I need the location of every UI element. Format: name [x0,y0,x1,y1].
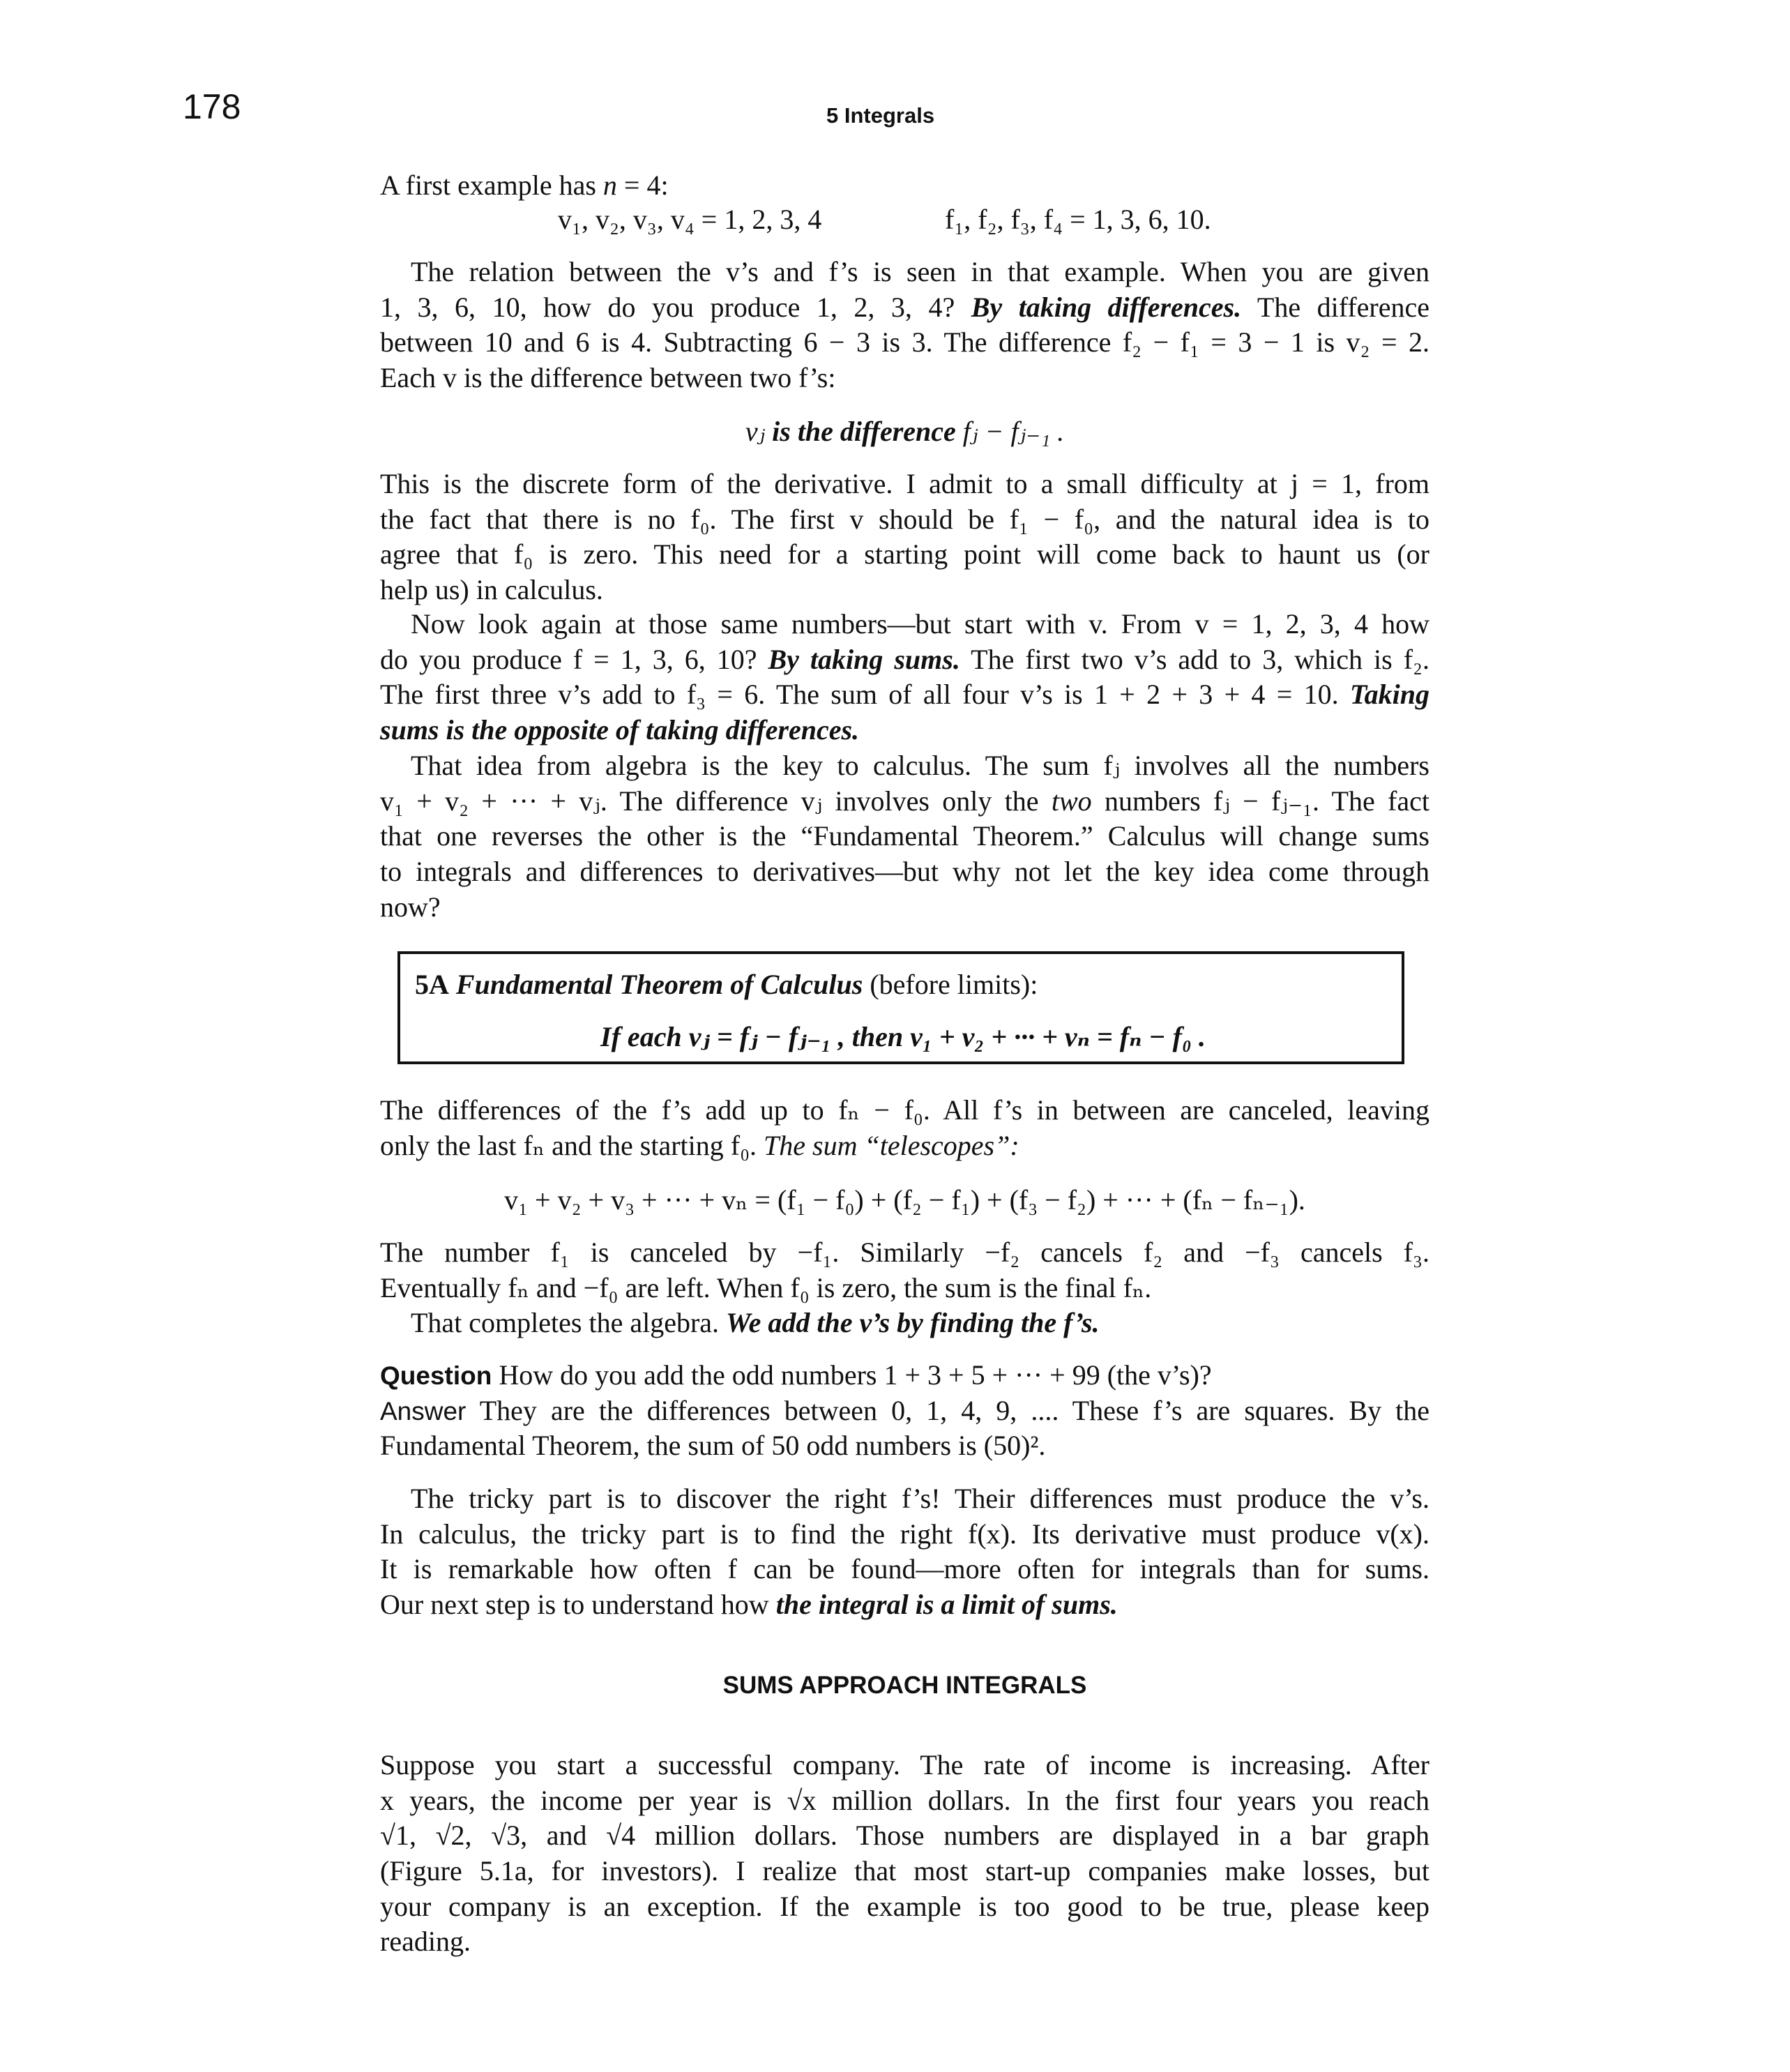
text-run: reading. [380,1926,471,1958]
text-run: the fact that there is no f₀. The first v should be f₁ − f₀, and the natural idea is to [380,503,1429,535]
emphasis-text: By taking sums. [768,643,960,675]
text-line [380,1481,1429,1517]
question-answer [380,1358,1429,1464]
styled-text: vⱼ [745,416,766,447]
paragraph-differences [380,255,1429,396]
text-run: The tricky part is to discover the right f’s! Their differences must produce the v’s. [411,1483,1429,1514]
telescoping-equation [380,1183,1429,1218]
emphasis-text: Fundamental Theorem of Calculus [455,969,863,1000]
text-run: The difference [1241,291,1429,323]
text-run: now? [380,891,441,923]
text-line [380,890,1429,925]
text-line [380,1552,1429,1587]
paragraph-tricky-part [380,1481,1429,1623]
text-line [380,1889,1429,1925]
text-line [380,677,1429,713]
text-run: How do you add the odd numbers 1 + 3 + 5 + ··· + 99 (the v’s)? [492,1359,1212,1391]
paragraph-telescopes [380,1093,1429,1163]
text-run: v₁ + v₂ + v₃ + ··· + vₙ = (f₁ − f₀) + (f₂ − f₁) + (f₃ − f₂) + ··· + (fₙ − fₙ₋₁). [504,1184,1305,1216]
text-run: numbers fⱼ − fⱼ₋₁. The fact [1091,785,1429,817]
text-run [449,969,456,1000]
emphasis-text: sums is the opposite of taking differences. [380,714,860,746]
text-line [380,1093,1429,1128]
text-run: The first two v’s add to 3, which is f₂. [960,643,1429,675]
text-line [415,1020,1391,1055]
text-line [380,361,1429,396]
text-line [380,1306,1429,1341]
text-line [380,1854,1429,1889]
text-line [380,713,1429,748]
emphasis-text: If each vⱼ = fⱼ − fⱼ₋₁ , then v₁ + v₂ + ··· + vₙ = fₙ − f₀ . [600,1020,1206,1052]
text-run: The first three v’s add to f₃ = 6. The sum of all four v’s is 1 + 2 + 3 + 4 = 10. [380,679,1350,711]
text-line [380,1818,1429,1854]
text-run: = 4: [616,169,669,201]
styled-text: Answer [380,1396,467,1426]
text-line [380,1393,1429,1429]
styled-text: The sum “telescopes”: [764,1129,1019,1161]
paragraph-cancel [380,1235,1429,1341]
text-line [380,1924,1429,1960]
text-line [380,1587,1429,1623]
text-line [415,967,1391,1003]
text-run: Eventually fₙ and −f₀ are left. When f₀ is zero, the sum is the final fₙ. [380,1271,1152,1303]
text-line [380,502,1429,538]
styled-text: 5A [415,969,449,1000]
text-line [380,325,1429,361]
emphasis-text: Taking [1349,679,1429,711]
emphasis-text: is the difference [765,416,963,447]
text-run: v₁ + v₂ + ··· + vⱼ. The difference vⱼ involves only the [380,785,1052,817]
styled-text: two [1051,785,1092,817]
text-run: between 10 and 6 is 4. Subtracting 6 − 3 is 3. The difference f₂ − f₁ = 3 − 1 is v₂ = 2. [380,326,1429,358]
text-line [380,1517,1429,1552]
text-run: A first example has [380,169,603,201]
styled-text: Question [380,1361,492,1390]
paragraph-discrete-derivative [380,467,1429,608]
text-run: The differences of the f’s add up to fₙ − f₀. All f’s in between are canceled, leaving [380,1094,1429,1126]
text-line [380,573,1429,608]
display-difference [380,414,1429,450]
text-run: That idea from algebra is the key to calculus. The sum fⱼ involves all the numbers [411,750,1429,781]
text-line [380,1783,1429,1819]
paragraph-key-idea [380,748,1429,925]
text-run: Each v is the difference between two f’s: [380,362,836,394]
text-run: your company is an exception. If the example is too good to be true, please keep [380,1890,1429,1922]
text-run: Our next step is to understand how [380,1589,776,1621]
text-run: x years, the income per year is √x million dollars. In the first four years you reach [380,1784,1429,1816]
text-line [380,1358,1429,1393]
text-run: 1, 3, 6, 10, how do you produce 1, 2, 3, 4? [380,291,971,323]
text-run: In calculus, the tricky part is to find the right f(x). Its derivative must produce v(x). [380,1518,1429,1550]
page-number: 178 [183,87,241,126]
text-line [380,642,1429,678]
text-line [380,748,1429,784]
emphasis-text: We add the v’s by finding the f’s. [726,1307,1100,1339]
paragraph-company [380,1748,1429,1960]
text-line [380,537,1429,573]
text-run: do you produce f = 1, 3, 6, 10? [380,643,768,675]
text-run: help us) in calculus. [380,574,603,606]
text-run: The relation between the v’s and f’s is seen in that example. When you are given [411,256,1429,287]
text-line [380,819,1429,854]
text-line [380,1235,1429,1271]
intro-line [380,168,1429,204]
emphasis-text: By taking differences. [971,291,1242,323]
text-line [380,255,1429,290]
text-line [380,1183,1429,1218]
text-run: They are the differences between 0, 1, 4, 9, .... These f’s are squares. By the [466,1394,1429,1426]
example-v-values: v₁, v₂, v₃, v₄ = 1, 2, 3, 4 [558,204,822,235]
section-heading: SUMS APPROACH INTEGRALS [722,1672,1087,1699]
text-line [380,290,1429,326]
text-line [380,1428,1429,1464]
text-run: Fundamental Theorem, the sum of 50 odd numbers is (50)². [380,1430,1046,1462]
text-run: It is remarkable how often f can be found—more often for integrals than for sums. [380,1553,1429,1585]
text-line [380,784,1429,819]
text-run: agree that f₀ is zero. This need for a starting point will come back to haunt us (or [380,538,1429,570]
text-line [380,1748,1429,1783]
text-run: √1, √2, √3, and √4 million dollars. Those numbers are displayed in a bar graph [380,1820,1429,1852]
text-run: (before limits): [863,969,1038,1000]
text-line [380,607,1429,642]
text-line [380,414,1429,450]
text-run: (Figure 5.1a, for investors). I realize that most start-up companies make losses, but [380,1855,1429,1887]
styled-text: n [602,169,617,201]
text-run: to integrals and differences to derivatives—but why not let the key idea come through [380,856,1429,888]
running-head: 5 Integrals [826,103,935,128]
text-line [380,1271,1429,1306]
text-line [380,854,1429,890]
example-f-values: f₁, f₂, f₃, f₄ = 1, 3, 6, 10. [945,204,1211,235]
text-run: Now look again at those same numbers—but start with v. From v = 1, 2, 3, 4 how [411,608,1429,640]
text-run: only the last fₙ and the starting f₀. [380,1129,764,1161]
text-run: This is the discrete form of the derivative. I admit to a small difficulty at j = 1, from [380,468,1429,499]
text-run: Suppose you start a successful company. The rate of income is increasing. After [380,1749,1429,1780]
styled-text: fⱼ − fⱼ₋₁ . [962,416,1065,447]
paragraph-sums [380,607,1429,748]
text-line [380,467,1429,502]
text-run: That completes the algebra. [411,1307,727,1339]
emphasis-text: the integral is a limit of sums. [775,1589,1118,1621]
theorem-5a [415,967,1391,1054]
text-line [380,1128,1429,1164]
text-run: that one reverses the other is the “Fundamental Theorem.” Calculus will change sums [380,820,1429,852]
text-line [380,168,1429,204]
text-run: The number f₁ is canceled by −f₁. Similarly −f₂ cancels f₂ and −f₃ cancels f₃. [380,1237,1429,1268]
